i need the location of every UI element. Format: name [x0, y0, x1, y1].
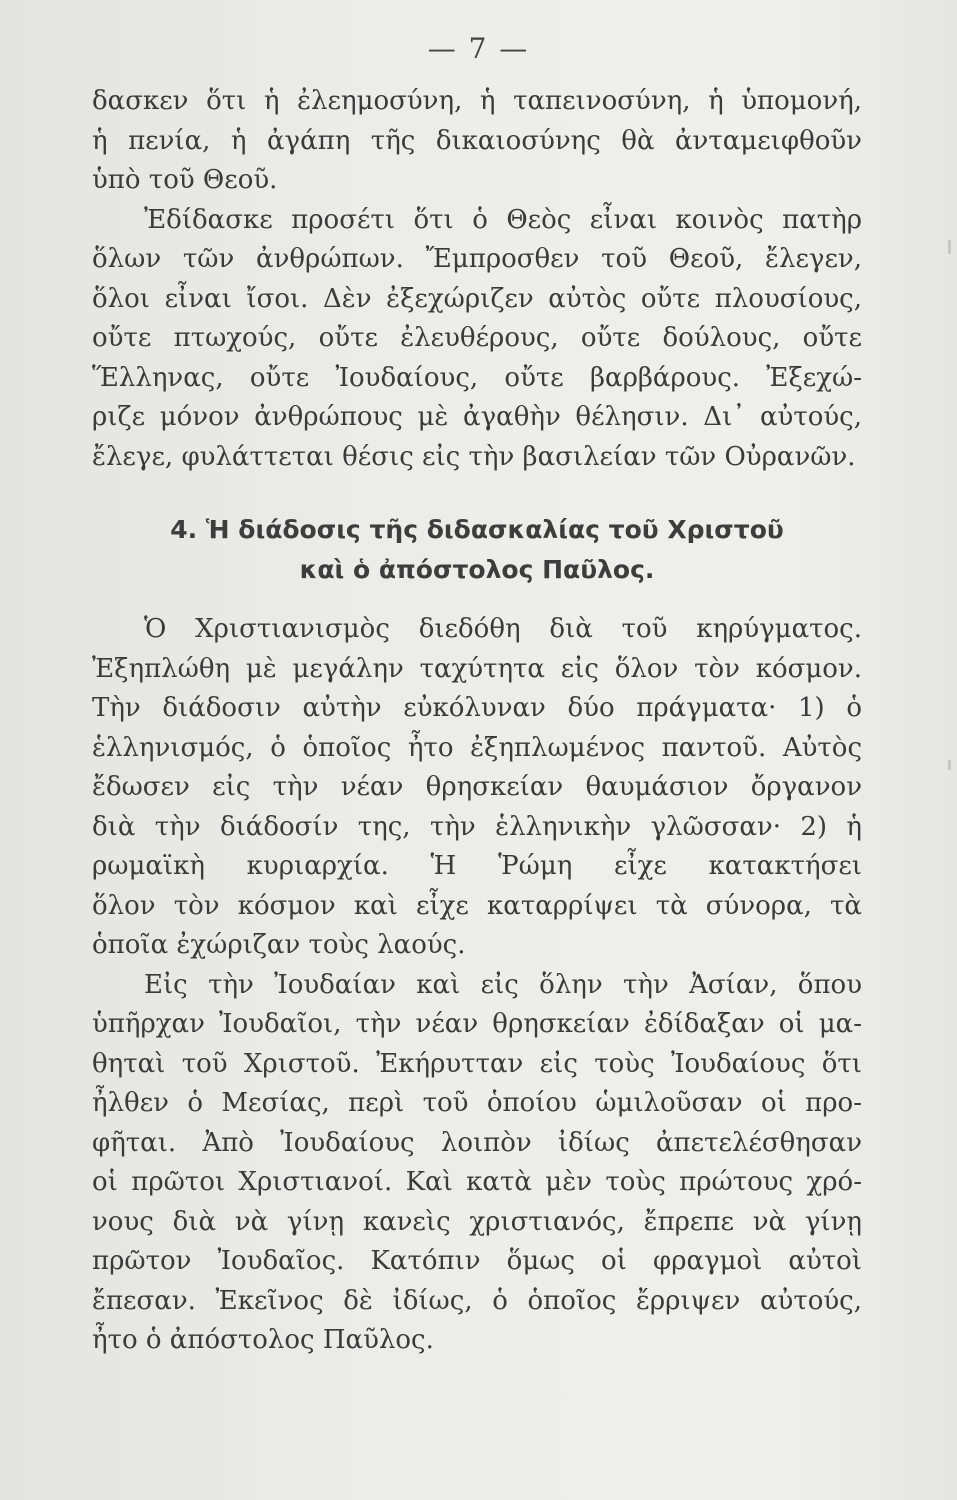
text-line: διὰ τὴν διάδοσίν της, τὴν ἑλληνικὴν γλῶσσαν· 2) ἡ [92, 811, 862, 842]
section-heading-line-1: 4. Ἡ διάδοσις τῆς διδασκαλίας τοῦ Χριστοῦ [170, 515, 784, 544]
text-line: οἱ πρῶτοι Χριστιανοί. Καὶ κατὰ μὲν τοὺς πρώτους χρό- [92, 1167, 862, 1197]
text-line: ἦλθεν ὁ Μεσίας, περὶ τοῦ ὁποίου ὡμιλοῦσαν οἱ προ- [92, 1088, 862, 1118]
text-line: ὅλοι εἶναι ἴσοι. Δὲν ἐξεχώριζεν αὐτὸς οὔτε πλουσίους, [92, 283, 862, 314]
text-line: ἦτο ὁ ἀπόστολος Παῦλος. [92, 1325, 434, 1355]
text-line: ὅλον τὸν κόσμον καὶ εἶχε καταρρίψει τὰ σύνορα, τὰ [92, 890, 862, 921]
scan-margin-mark [948, 760, 951, 770]
text-line: Ἐξηπλώθη μὲ μεγάλην ταχύτητα εἰς ὅλον τὸν κόσμον. [92, 653, 862, 684]
section-heading-line-2: καὶ ὁ ἀπόστολος Παῦλος. [299, 555, 655, 584]
text-line: Ἕλληνας, οὔτε Ἰουδαίους, οὔτε βαρβάρους. Ἐξεχώ- [92, 362, 862, 393]
text-line: ριζε μόνον ἀνθρώπους μὲ ἀγαθὴν θέλησιν. Δι᾽ αὐτούς, [92, 402, 862, 432]
text-line: οὔτε πτωχούς, οὔτε ἐλευθέρους, οὔτε δούλους, οὔτε [92, 323, 862, 353]
text-line: ἔδωσεν εἰς τὴν νέαν θρησκείαν θαυμάσιον ὄργανον [92, 772, 862, 802]
page-number: — 7 — [427, 32, 530, 65]
text-line: ὑπὸ τοῦ Θεοῦ. [92, 165, 278, 195]
text-line: ὁποῖα ἐχώριζαν τοὺς λαούς. [92, 930, 466, 960]
text-line: ἑλληνισμός, ὁ ὁποῖος ἦτο ἐξηπλωμένος παντοῦ. Αὐτὸς [92, 732, 862, 763]
text-line: Εἰς τὴν Ἰουδαίαν καὶ εἰς ὅλην τὴν Ἀσίαν, ὅπου [144, 969, 862, 1000]
scan-margin-mark [948, 240, 951, 254]
text-line: ἡ πενία, ἡ ἀγάπη τῆς δικαιοσύνης θὰ ἀνταμειφθοῦν [92, 125, 862, 156]
text-line: ἔπεσαν. Ἐκεῖνος δὲ ἰδίως, ὁ ὁποῖος ἔρριψεν αὐτούς, [92, 1285, 862, 1316]
text-line: Ἐδίδασκε προσέτι ὅτι ὁ Θεὸς εἶναι κοινὸς πατὴρ [144, 204, 862, 235]
text-line: πρῶτον Ἰουδαῖος. Κατόπιν ὅμως οἱ φραγμοὶ αὐτοὶ [92, 1246, 862, 1276]
text-line: Τὴν διάδοσιν αὐτὴν εὐκόλυναν δύο πράγματα· 1) ὁ [92, 693, 862, 723]
text-line: ἔλεγε, φυλάττεται θέσις εἰς τὴν βασιλείαν τῶν Οὐρανῶν. [92, 441, 856, 472]
text-line: νους διὰ νὰ γίνῃ κανεὶς χριστιανός, ἔπρεπε νὰ γίνῃ [92, 1206, 862, 1237]
text-line: δασκεν ὅτι ἡ ἐλεημοσύνη, ἡ ταπεινοσύνη, ἡ ὑπομονή, [92, 86, 862, 116]
text-line: Ὁ Χριστιανισμὸς διεδόθη διὰ τοῦ κηρύγματος. [144, 614, 862, 644]
text-line: ὅλων τῶν ἀνθρώπων. Ἔμπροσθεν τοῦ Θεοῦ, ἔλεγεν, [92, 244, 862, 274]
text-line: ρωμαϊκὴ κυριαρχία. Ἡ Ῥώμη εἶχε κατακτήσει [92, 851, 862, 881]
text-line: φῆται. Ἀπὸ Ἰουδαίους λοιπὸν ἰδίως ἀπετελέσθησαν [92, 1127, 862, 1158]
body-text-block [92, 610, 862, 1361]
section-heading [92, 510, 862, 590]
text-line: θηταὶ τοῦ Χριστοῦ. Ἐκήρυτταν εἰς τοὺς Ἰουδαίους ὅτι [92, 1048, 862, 1079]
intro-text-block [92, 82, 862, 477]
text-line: ὑπῆρχαν Ἰουδαῖοι, τὴν νέαν θρησκείαν ἐδίδαξαν οἱ μα- [92, 1009, 862, 1039]
